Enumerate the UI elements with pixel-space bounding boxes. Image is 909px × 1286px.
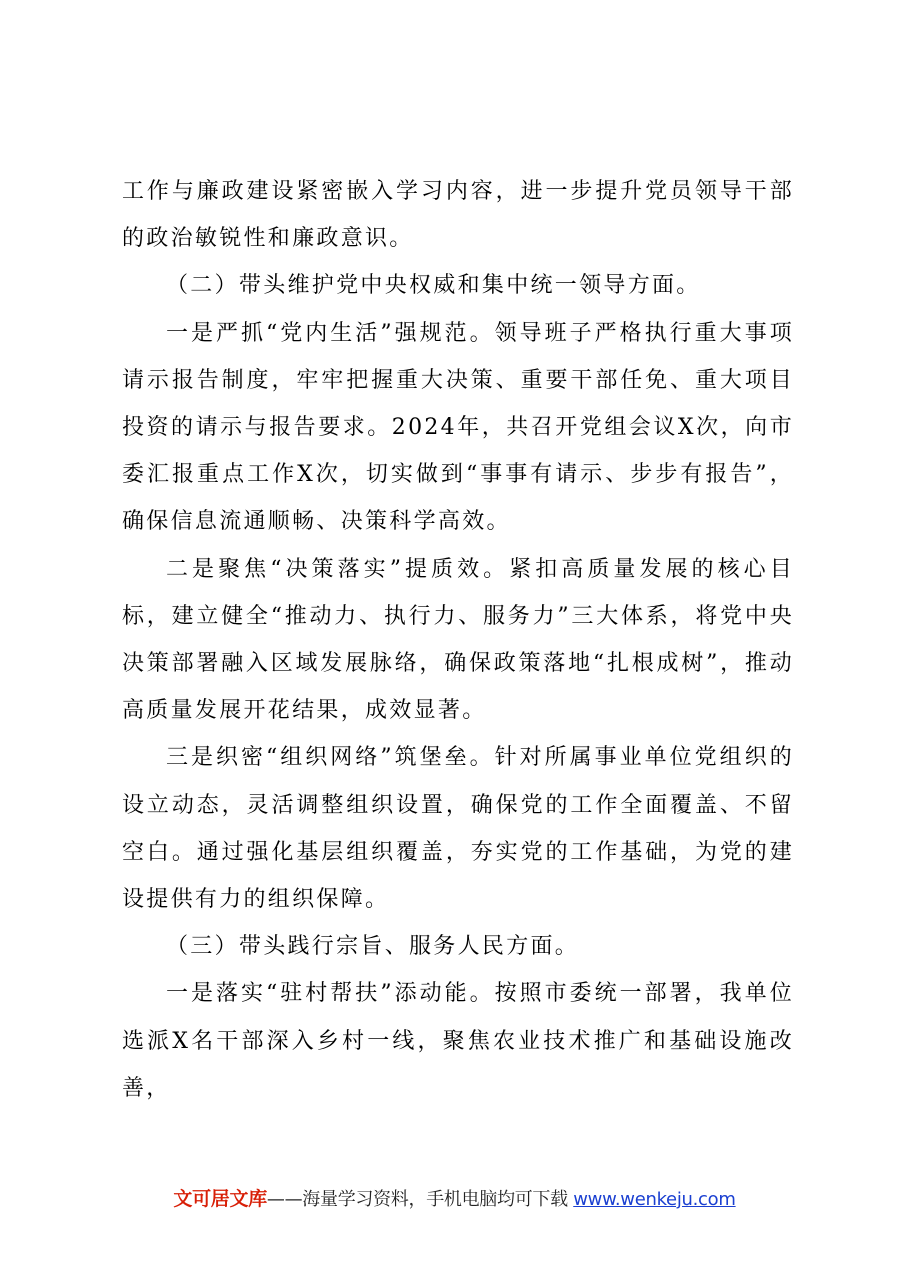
section-heading-2: （二）带头维护党中央权威和集中统一领导方面。	[166, 273, 701, 299]
paragraph-item-3: 三是织密“组织网络”筑堡垒。针对所属事业单位党组织的设立动态，灵活调整组织设置，确保党的工作全面覆盖、不留空白。通过强化基层组织覆盖，夯实党的工作基础，为党的建设提供有力的组织保障。	[122, 745, 794, 913]
paragraph-item-4: 一是落实“驻村帮扶”添动能。按照市委统一部署，我单位选派X名干部深入乡村一线，聚焦农业技术推广和基础设施改善，	[122, 981, 794, 1101]
footer-banner	[0, 1184, 909, 1211]
footer-tagline: ——海量学习资料，手机电脑均可下载	[266, 1189, 568, 1210]
footer-site-link[interactable]: www.wenkeju.com	[573, 1189, 736, 1210]
paragraph-item-2: 二是聚焦“决策落实”提质效。紧扣高质量发展的核心目标，建立健全“推动力、执行力、服务力”三大体系，将党中央决策部署融入区域发展脉络，确保政策落地“扎根成树”，推动高质量发展开花结果，成效显著。	[122, 556, 794, 724]
paragraph-continuation: 工作与廉政建设紧密嵌入学习内容，进一步提升党员领导干部的政治敏锐性和廉政意识。	[122, 179, 794, 252]
section-heading-3: （三）带头践行宗旨、服务人民方面。	[166, 934, 580, 960]
document-body	[122, 168, 794, 1112]
footer-brand: 文可居文库	[173, 1188, 267, 1210]
paragraph-item-1: 一是严抓“党内生活”强规范。领导班子严格执行重大事项请示报告制度，牢牢把握重大决策、重要干部任免、重大项目投资的请示与报告要求。2024年，共召开党组会议X次，向市委汇报重点工作X次，切实做到“事事有请示、步步有报告”，确保信息流通顺畅、决策科学高效。	[122, 320, 794, 535]
